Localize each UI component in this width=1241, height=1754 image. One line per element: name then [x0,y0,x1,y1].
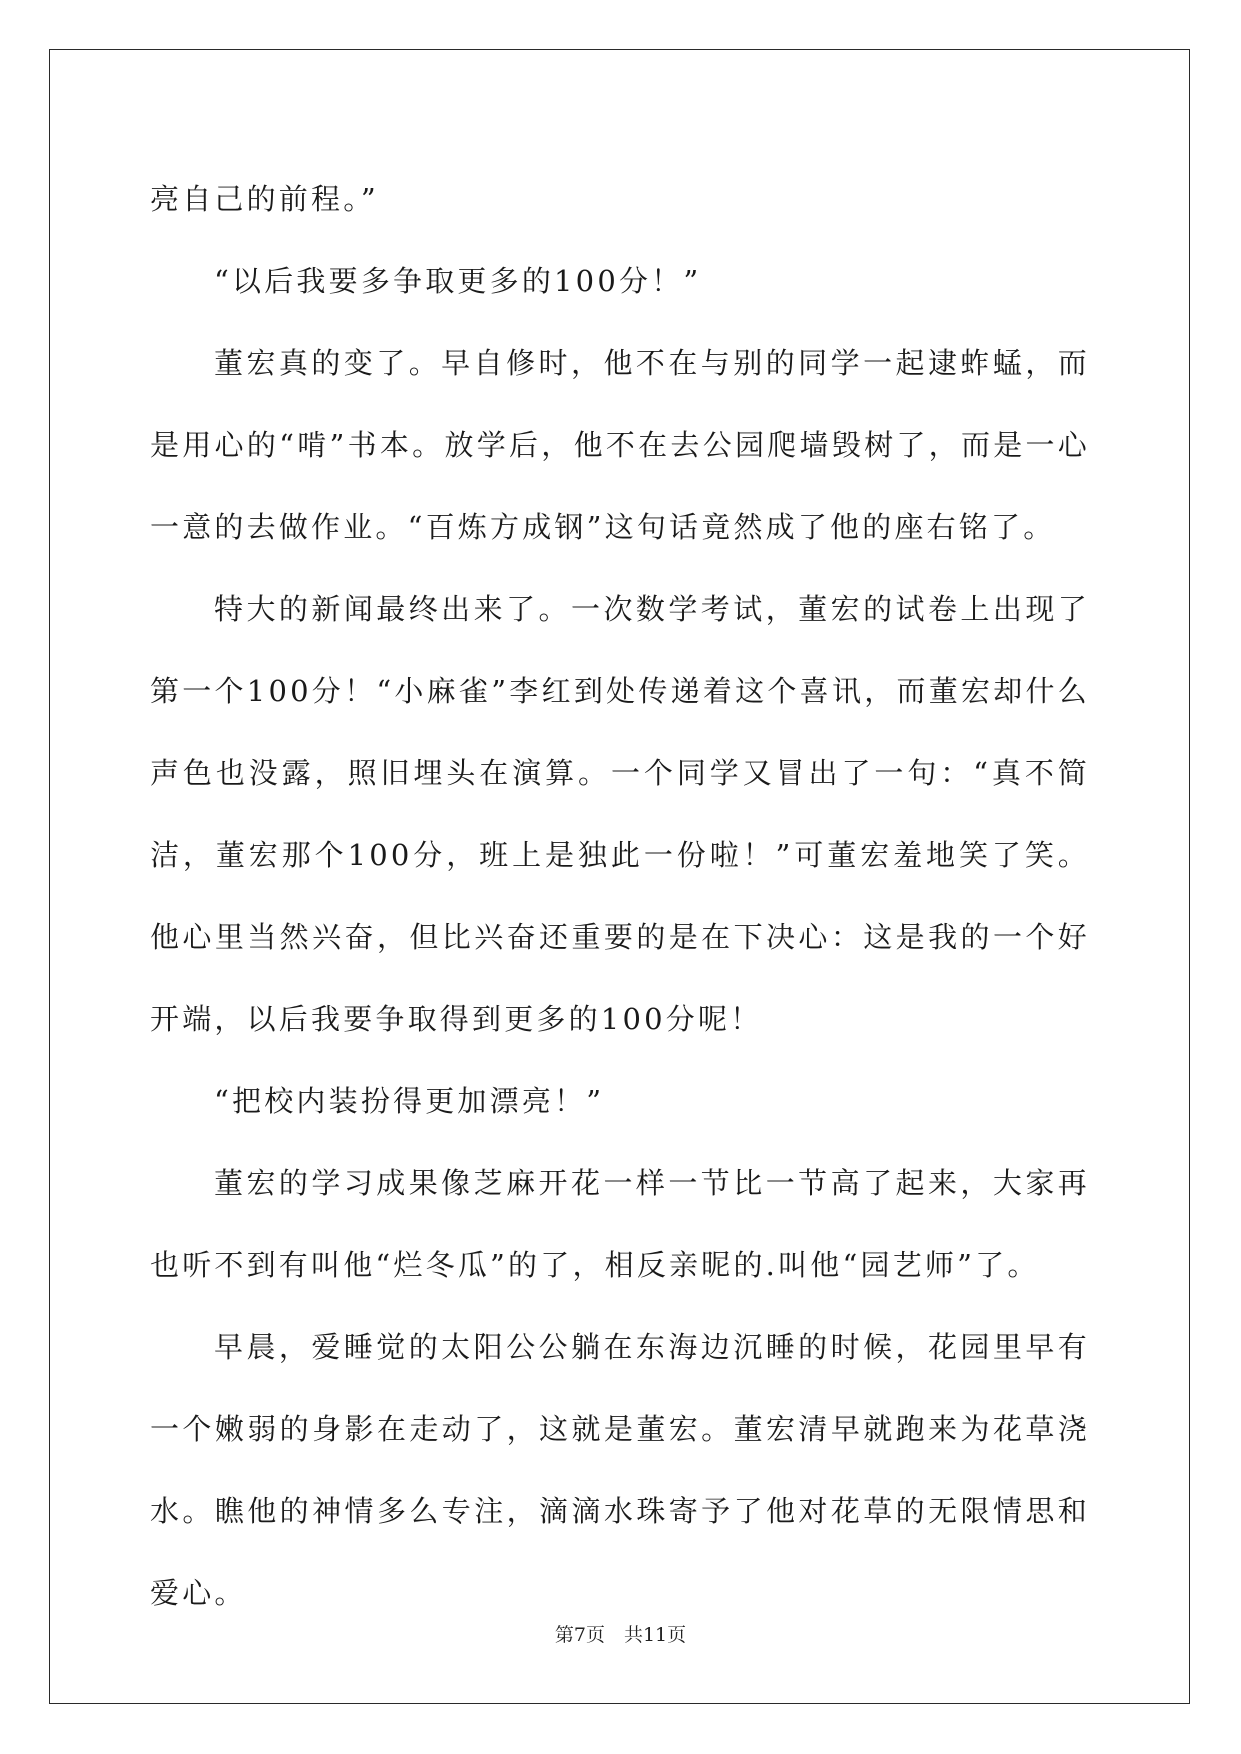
paragraph: 亮自己的前程。” [150,182,379,216]
paragraph: 特大的新闻最终出来了。一次数学考试，董宏的试卷上出现了第一个100分！“小麻雀”李红到处传递着这个喜讯，而董宏却什么声色也没露，照旧埋头在演算。一个同学又冒出了一句：“真不简洁，董宏那个100分，班上是独此一份啦！”可董宏羞地笑了笑。他心里当然兴奋，但比兴奋还重要的是在下决心：这是我的一个好开端，以后我要争取得到更多的100分呢！ [150,592,1090,1036]
paragraph: 董宏真的变了。早自修时，他不在与别的同学一起逮蚱蜢，而是用心的“啃”书本。放学后，他不在去公园爬墙毁树了，而是一心一意的去做作业。“百炼方成钢”这句话竟然成了他的座右铭了。 [150,346,1090,544]
document-body [150,158,1090,1634]
page-footer [0,1620,1241,1647]
page-number: 第7页 共11页 [554,1624,687,1646]
paragraph: 早晨，爱睡觉的太阳公公躺在东海边沉睡的时候，花园里早有一个嫩弱的身影在走动了，这就是董宏。董宏清早就跑来为花草浇水。瞧他的神情多么专注，滴滴水珠寄予了他对花草的无限情思和爱心。 [150,1330,1090,1610]
paragraph: “以后我要多争取更多的100分！” [214,264,702,298]
paragraph: “把校内装扮得更加漂亮！” [214,1084,605,1118]
paragraph: 董宏的学习成果像芝麻开花一样一节比一节高了起来，大家再也听不到有叫他“烂冬瓜”的了，相反亲昵的.叫他“园艺师”了。 [150,1166,1090,1282]
